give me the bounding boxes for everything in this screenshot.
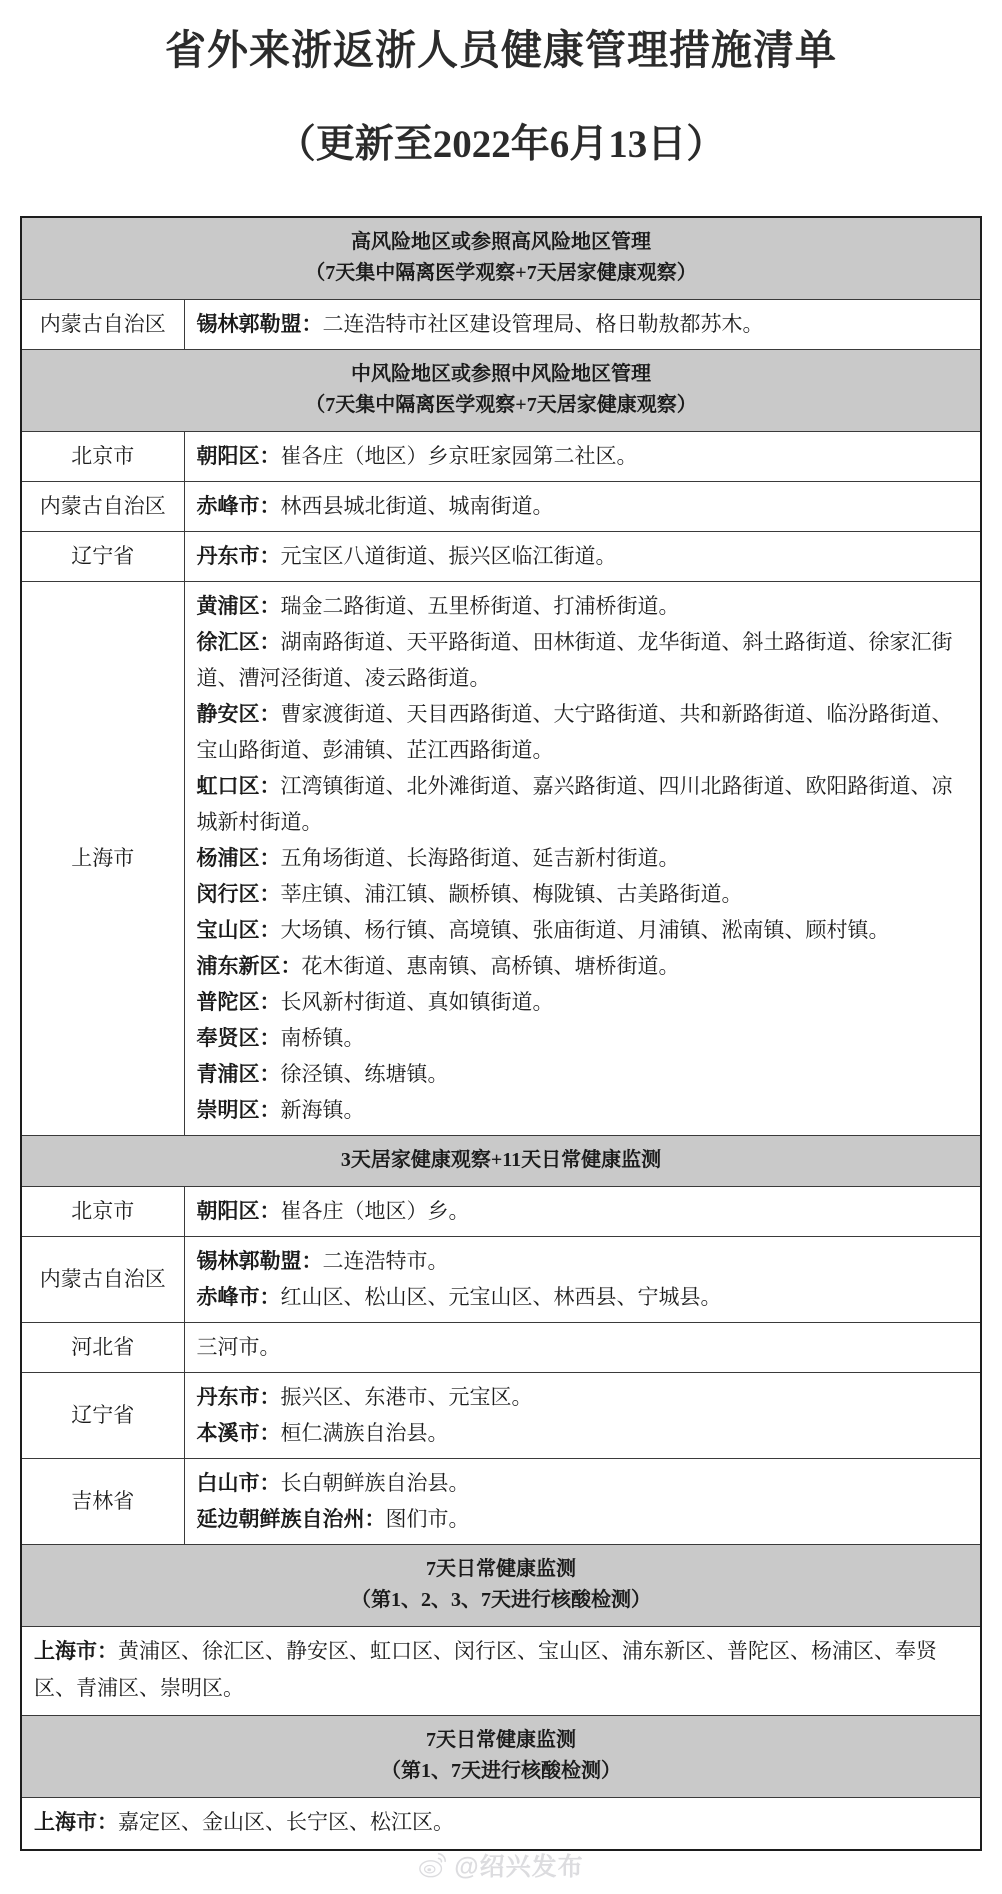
detail-cell <box>184 432 981 482</box>
region-cell: 河北省 <box>21 1323 184 1373</box>
section-band-row <box>21 1136 981 1187</box>
detail-cell <box>184 1237 981 1323</box>
table-row <box>21 1187 981 1237</box>
detail-line <box>197 1501 971 1537</box>
detail-line <box>197 438 971 474</box>
detail-label: 普陀区： <box>196 990 281 1014</box>
table-row <box>21 1627 981 1716</box>
band-subtitle: （第1、2、3、7天进行核酸检测） <box>351 1589 651 1611</box>
detail-line <box>197 1020 971 1056</box>
table-row <box>21 432 981 482</box>
detail-line <box>197 588 971 624</box>
detail-line <box>197 488 971 524</box>
detail-line <box>197 624 971 696</box>
detail-line <box>197 984 971 1020</box>
detail-text: 二连浩特市。 <box>322 1249 449 1273</box>
detail-label: 朝阳区： <box>196 1199 281 1223</box>
detail-text: 崔各庄（地区）乡京旺家园第二社区。 <box>280 444 638 468</box>
region-cell: 辽宁省 <box>21 532 184 582</box>
region-cell: 北京市 <box>21 432 184 482</box>
section-band-row <box>21 350 981 432</box>
detail-cell <box>184 532 981 582</box>
detail-text: 大场镇、杨行镇、高境镇、张庙街道、月浦镇、淞南镇、顾村镇。 <box>280 918 890 942</box>
band-subtitle: （7天集中隔离医学观察+7天居家健康观察） <box>305 262 697 284</box>
detail-text: 曹家渡街道、天目西路街道、大宁路街道、共和新路街道、临汾路街道、宝山路街道、彭浦镇、芷江西路街道。 <box>196 702 953 762</box>
section-band-high-risk <box>21 217 981 300</box>
section-band-7day-monitor-b <box>21 1716 981 1798</box>
detail-label: 崇明区： <box>196 1098 281 1122</box>
watermark-text: @绍兴发布 <box>454 1853 584 1881</box>
table-row <box>21 532 981 582</box>
band-title: 7天日常健康监测 <box>426 1558 576 1580</box>
detail-line <box>197 840 971 876</box>
region-cell: 内蒙古自治区 <box>21 300 184 350</box>
detail-line <box>197 912 971 948</box>
health-measures-table <box>20 216 982 1851</box>
weibo-logo-icon <box>418 1850 448 1880</box>
detail-text: 桓仁满族自治县。 <box>280 1421 449 1445</box>
detail-line <box>197 768 971 840</box>
band-title: 7天日常健康监测 <box>426 1729 576 1751</box>
detail-text: 三河市。 <box>196 1335 281 1359</box>
detail-text: 五角场街道、长海路街道、延吉新村街道。 <box>280 846 680 870</box>
detail-label: 丹东市： <box>196 1385 281 1409</box>
detail-label: 上海市： <box>34 1639 118 1663</box>
band-subtitle: （7天集中隔离医学观察+7天居家健康观察） <box>305 394 697 416</box>
table-row <box>21 1323 981 1373</box>
detail-label: 赤峰市： <box>196 1285 281 1309</box>
detail-label: 丹东市： <box>196 544 281 568</box>
detail-label: 锡林郭勒盟： <box>196 312 323 336</box>
table-row <box>21 1373 981 1459</box>
section-band-3day-home <box>21 1136 981 1187</box>
detail-cell <box>184 482 981 532</box>
detail-line <box>197 538 971 574</box>
document-title-block <box>0 0 1002 172</box>
region-cell: 内蒙古自治区 <box>21 482 184 532</box>
section-band-row <box>21 1716 981 1798</box>
band-title: 3天居家健康观察+11天日常健康监测 <box>340 1149 662 1171</box>
detail-label: 朝阳区： <box>196 444 281 468</box>
section-band-medium-risk <box>21 350 981 432</box>
detail-text: 嘉定区、金山区、长宁区、松江区。 <box>118 1810 454 1834</box>
detail-line <box>197 1379 971 1415</box>
detail-text: 红山区、松山区、元宝山区、林西县、宁城县。 <box>280 1285 722 1309</box>
detail-line <box>197 696 971 768</box>
detail-line <box>197 948 971 984</box>
full-width-detail-cell <box>21 1798 981 1851</box>
detail-label: 锡林郭勒盟： <box>196 1249 323 1273</box>
detail-text: 南桥镇。 <box>280 1026 365 1050</box>
detail-text: 图们市。 <box>385 1507 470 1531</box>
detail-label: 青浦区： <box>196 1062 281 1086</box>
detail-label: 静安区： <box>196 702 281 726</box>
table-row <box>21 300 981 350</box>
page-title: 省外来浙返浙人员健康管理措施清单 <box>165 27 837 73</box>
detail-cell <box>184 1459 981 1545</box>
detail-line <box>197 1193 971 1229</box>
table-row <box>21 482 981 532</box>
detail-label: 宝山区： <box>196 918 281 942</box>
detail-text: 湖南路街道、天平路街道、田林街道、龙华街道、斜土路街道、徐家汇街道、漕河泾街道、凌云路街道。 <box>196 630 953 690</box>
detail-label: 浦东新区： <box>196 954 302 978</box>
region-cell: 北京市 <box>21 1187 184 1237</box>
detail-text: 莘庄镇、浦江镇、颛桥镇、梅陇镇、古美路街道。 <box>280 882 743 906</box>
detail-label: 黄浦区： <box>196 594 281 618</box>
table-row <box>21 1459 981 1545</box>
detail-text: 林西县城北街道、城南街道。 <box>280 494 554 518</box>
detail-line <box>197 1092 971 1128</box>
detail-line <box>197 1465 971 1501</box>
detail-line <box>197 1329 971 1365</box>
detail-text: 瑞金二路街道、五里桥街道、打浦桥街道。 <box>280 594 680 618</box>
detail-line <box>197 876 971 912</box>
detail-text: 崔各庄（地区）乡。 <box>280 1199 470 1223</box>
detail-text: 花木街道、惠南镇、高桥镇、塘桥街道。 <box>301 954 680 978</box>
detail-cell <box>184 582 981 1136</box>
page-subtitle: （更新至2022年6月13日） <box>276 123 726 166</box>
detail-label: 闵行区： <box>196 882 281 906</box>
detail-label: 延边朝鲜族自治州： <box>196 1507 386 1531</box>
region-cell: 上海市 <box>21 582 184 1136</box>
detail-text: 长白朝鲜族自治县。 <box>280 1471 470 1495</box>
detail-label: 徐汇区： <box>196 630 281 654</box>
detail-cell <box>184 1323 981 1373</box>
full-width-detail-cell <box>21 1627 981 1716</box>
detail-label: 虹口区： <box>196 774 281 798</box>
table-row <box>21 1798 981 1851</box>
section-band-row <box>21 1545 981 1627</box>
detail-text: 元宝区八道街道、振兴区临江街道。 <box>280 544 617 568</box>
table-row <box>21 1237 981 1323</box>
section-band-row <box>21 217 981 300</box>
detail-text: 徐泾镇、练塘镇。 <box>280 1062 449 1086</box>
region-cell: 辽宁省 <box>21 1373 184 1459</box>
detail-cell <box>184 1373 981 1459</box>
band-title: 中风险地区或参照中风险地区管理 <box>351 363 651 385</box>
detail-label: 上海市： <box>34 1810 118 1834</box>
detail-label: 杨浦区： <box>196 846 281 870</box>
detail-label: 赤峰市： <box>196 494 281 518</box>
detail-line <box>197 306 971 342</box>
detail-cell <box>184 1187 981 1237</box>
detail-text: 新海镇。 <box>280 1098 365 1122</box>
detail-line <box>197 1056 971 1092</box>
detail-cell <box>184 300 981 350</box>
detail-label: 奉贤区： <box>196 1026 281 1050</box>
detail-text: 长风新村街道、真如镇街道。 <box>280 990 554 1014</box>
region-cell: 内蒙古自治区 <box>21 1237 184 1323</box>
region-cell: 吉林省 <box>21 1459 184 1545</box>
detail-text: 江湾镇街道、北外滩街道、嘉兴路街道、四川北路街道、欧阳路街道、凉城新村街道。 <box>196 774 953 834</box>
band-subtitle: （第1、7天进行核酸检测） <box>381 1760 621 1782</box>
detail-text: 黄浦区、徐汇区、静安区、虹口区、闵行区、宝山区、浦东新区、普陀区、杨浦区、奉贤区、青浦区、崇明区。 <box>34 1639 937 1700</box>
table-row <box>21 582 981 1136</box>
detail-line <box>197 1279 971 1315</box>
detail-line <box>197 1415 971 1451</box>
detail-label: 本溪市： <box>196 1421 281 1445</box>
band-title: 高风险地区或参照高风险地区管理 <box>351 231 651 253</box>
detail-text: 二连浩特市社区建设管理局、格日勒敖都苏木。 <box>322 312 764 336</box>
section-band-7day-monitor-a <box>21 1545 981 1627</box>
detail-line <box>197 1243 971 1279</box>
detail-text: 振兴区、东港市、元宝区。 <box>280 1385 533 1409</box>
detail-label: 白山市： <box>196 1471 281 1495</box>
table-body <box>21 217 981 1850</box>
